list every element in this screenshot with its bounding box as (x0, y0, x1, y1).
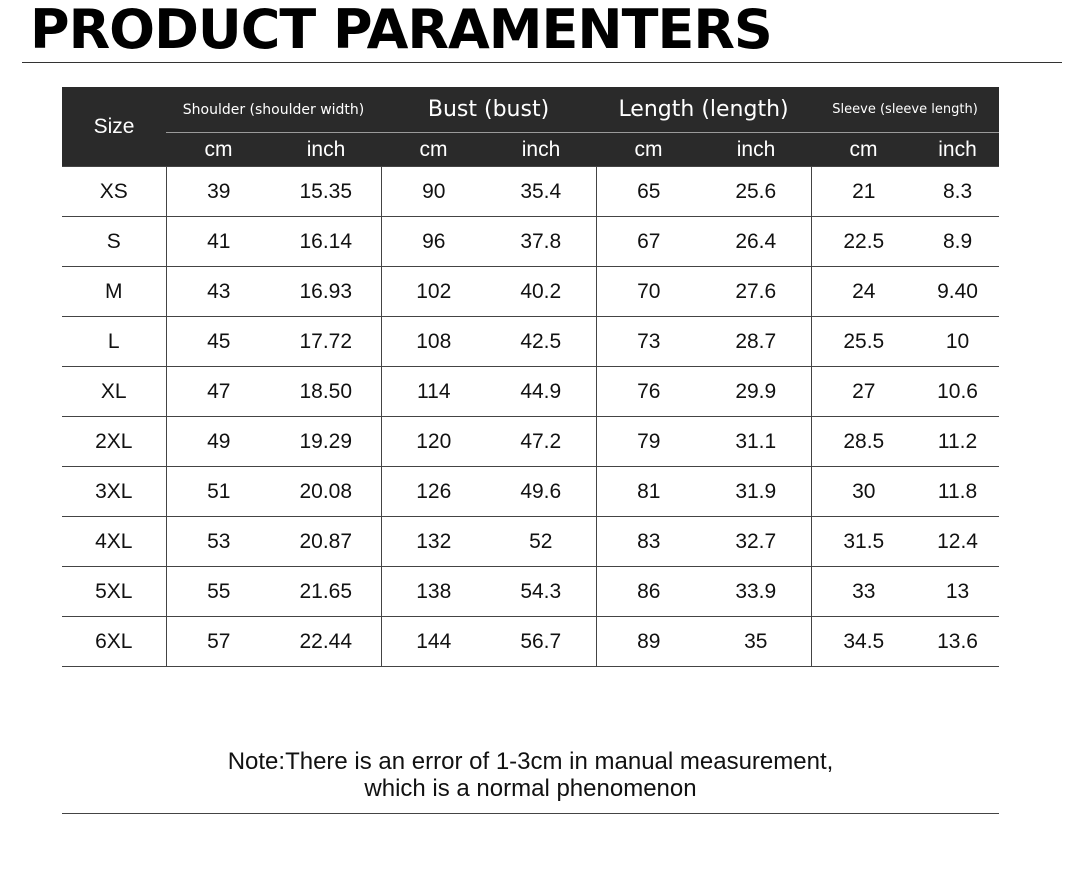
unit-header-row (62, 133, 999, 167)
shoulder-cm-cell: 51 (166, 467, 271, 517)
sleeve-cm-cell: 22.5 (811, 217, 916, 267)
bust-inch-cell: 47.2 (486, 417, 596, 467)
sleeve-inch-cell: 13 (916, 567, 999, 617)
size-cell: M (62, 267, 166, 317)
length-inch-cell: 33.9 (701, 567, 811, 617)
sleeve-cm-cell: 30 (811, 467, 916, 517)
table-row (62, 567, 999, 617)
size-cell: 5XL (62, 567, 166, 617)
sleeve-cm-cell: 27 (811, 367, 916, 417)
bust-cm-cell: 138 (381, 567, 486, 617)
table-row (62, 367, 999, 417)
shoulder-cm-header: cm (166, 133, 271, 167)
bust-cm-cell: 102 (381, 267, 486, 317)
measurement-note (62, 748, 999, 802)
shoulder-cm-cell: 41 (166, 217, 271, 267)
shoulder-inch-cell: 22.44 (271, 617, 381, 667)
shoulder-cm-cell: 39 (166, 167, 271, 217)
bust-cm-cell: 126 (381, 467, 486, 517)
length-cm-header: cm (596, 133, 701, 167)
bust-inch-cell: 56.7 (486, 617, 596, 667)
shoulder-cm-cell: 57 (166, 617, 271, 667)
sleeve-inch-cell: 10 (916, 317, 999, 367)
length-cm-cell: 67 (596, 217, 701, 267)
sleeve-inch-cell: 11.8 (916, 467, 999, 517)
bust-cm-cell: 96 (381, 217, 486, 267)
sleeve-cm-cell: 34.5 (811, 617, 916, 667)
note-divider (62, 813, 999, 814)
shoulder-inch-cell: 16.93 (271, 267, 381, 317)
table-row (62, 217, 999, 267)
note-line-1: Note:There is an error of 1-3cm in manual measurement, (227, 748, 834, 775)
length-inch-cell: 32.7 (701, 517, 811, 567)
shoulder-cm-cell: 53 (166, 517, 271, 567)
length-cm-cell: 73 (596, 317, 701, 367)
bust-inch-cell: 54.3 (486, 567, 596, 617)
size-column-header: Size (62, 87, 166, 167)
sleeve-inch-cell: 11.2 (916, 417, 999, 467)
bust-cm-header: cm (381, 133, 486, 167)
table-row (62, 417, 999, 467)
size-cell: L (62, 317, 166, 367)
bust-inch-cell: 44.9 (486, 367, 596, 417)
size-cell: 2XL (62, 417, 166, 467)
table-row (62, 467, 999, 517)
bust-inch-cell: 49.6 (486, 467, 596, 517)
page-title: PRODUCT PARAMENTERS (30, 0, 772, 61)
length-cm-cell: 70 (596, 267, 701, 317)
sleeve-inch-cell: 8.9 (916, 217, 999, 267)
sleeve-cm-cell: 21 (811, 167, 916, 217)
shoulder-inch-header: inch (271, 133, 381, 167)
length-inch-cell: 35 (701, 617, 811, 667)
shoulder-inch-cell: 20.87 (271, 517, 381, 567)
table-row (62, 167, 999, 217)
sleeve-cm-cell: 24 (811, 267, 916, 317)
sleeve-inch-cell: 13.6 (916, 617, 999, 667)
bust-cm-cell: 132 (381, 517, 486, 567)
length-inch-cell: 28.7 (701, 317, 811, 367)
length-cm-cell: 76 (596, 367, 701, 417)
length-cm-cell: 86 (596, 567, 701, 617)
bust-inch-cell: 37.8 (486, 217, 596, 267)
bust-inch-header: inch (486, 133, 596, 167)
title-divider (22, 62, 1062, 63)
length-cm-cell: 65 (596, 167, 701, 217)
shoulder-cm-cell: 43 (166, 267, 271, 317)
shoulder-inch-cell: 21.65 (271, 567, 381, 617)
size-cell: XL (62, 367, 166, 417)
length-cm-cell: 79 (596, 417, 701, 467)
size-cell: XS (62, 167, 166, 217)
bust-cm-cell: 120 (381, 417, 486, 467)
sleeve-cm-cell: 31.5 (811, 517, 916, 567)
length-inch-cell: 26.4 (701, 217, 811, 267)
size-chart-table (62, 87, 999, 667)
shoulder-cm-cell: 45 (166, 317, 271, 367)
sleeve-inch-header: inch (916, 133, 999, 167)
shoulder-inch-cell: 16.14 (271, 217, 381, 267)
length-inch-cell: 25.6 (701, 167, 811, 217)
bust-cm-cell: 114 (381, 367, 486, 417)
length-inch-cell: 27.6 (701, 267, 811, 317)
sleeve-group-header: Sleeve (sleeve length) (811, 87, 999, 133)
size-cell: 6XL (62, 617, 166, 667)
sleeve-cm-cell: 33 (811, 567, 916, 617)
bust-inch-cell: 40.2 (486, 267, 596, 317)
sleeve-cm-cell: 25.5 (811, 317, 916, 367)
bust-inch-cell: 42.5 (486, 317, 596, 367)
table-row (62, 617, 999, 667)
bust-inch-cell: 52 (486, 517, 596, 567)
bust-cm-cell: 90 (381, 167, 486, 217)
sleeve-inch-cell: 12.4 (916, 517, 999, 567)
sleeve-cm-cell: 28.5 (811, 417, 916, 467)
length-group-header: Length (length) (596, 87, 811, 133)
table-row (62, 517, 999, 567)
sleeve-inch-cell: 8.3 (916, 167, 999, 217)
shoulder-inch-cell: 18.50 (271, 367, 381, 417)
table-row (62, 317, 999, 367)
shoulder-inch-cell: 15.35 (271, 167, 381, 217)
length-inch-cell: 31.9 (701, 467, 811, 517)
bust-group-header: Bust (bust) (381, 87, 596, 133)
sleeve-inch-cell: 9.40 (916, 267, 999, 317)
shoulder-inch-cell: 19.29 (271, 417, 381, 467)
shoulder-group-header: Shoulder (shoulder width) (166, 87, 381, 133)
sleeve-inch-cell: 10.6 (916, 367, 999, 417)
shoulder-inch-cell: 20.08 (271, 467, 381, 517)
bust-inch-cell: 35.4 (486, 167, 596, 217)
shoulder-cm-cell: 55 (166, 567, 271, 617)
size-cell: 3XL (62, 467, 166, 517)
shoulder-cm-cell: 47 (166, 367, 271, 417)
length-inch-cell: 31.1 (701, 417, 811, 467)
length-inch-cell: 29.9 (701, 367, 811, 417)
shoulder-cm-cell: 49 (166, 417, 271, 467)
size-cell: 4XL (62, 517, 166, 567)
size-cell: S (62, 217, 166, 267)
length-inch-header: inch (701, 133, 811, 167)
note-line-2: which is a normal phenomenon (364, 775, 697, 802)
bust-cm-cell: 144 (381, 617, 486, 667)
shoulder-inch-cell: 17.72 (271, 317, 381, 367)
sleeve-cm-header: cm (811, 133, 916, 167)
length-cm-cell: 89 (596, 617, 701, 667)
length-cm-cell: 81 (596, 467, 701, 517)
length-cm-cell: 83 (596, 517, 701, 567)
bust-cm-cell: 108 (381, 317, 486, 367)
table-row (62, 267, 999, 317)
